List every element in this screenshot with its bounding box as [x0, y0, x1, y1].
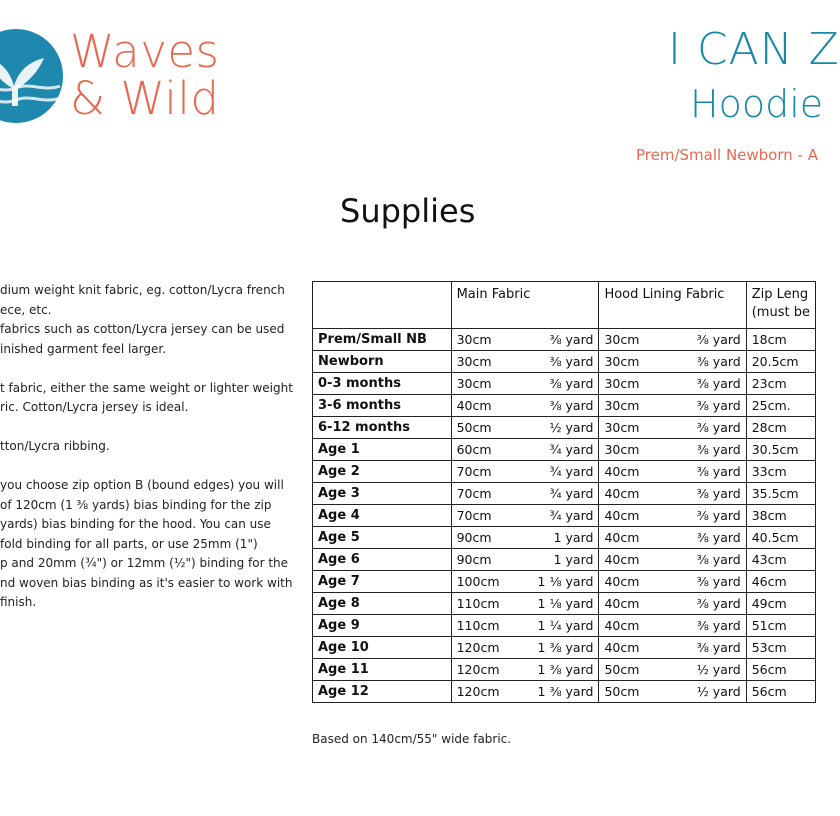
cell-main-cm: 70cm [451, 505, 519, 527]
cell-hood-cm: 50cm [599, 681, 669, 703]
cell-main-cm: 30cm [451, 351, 519, 373]
supplies-text-line: p and 20mm (¾") or 12mm (½") binding for the [0, 556, 289, 570]
cell-size: Age 6 [313, 549, 452, 571]
supplies-text-line: of 120cm (1 ⅜ yards) bias binding for the zip [0, 497, 272, 512]
cell-main-yd: 1 ¼ yard [519, 615, 599, 637]
header-hood-lining: Hood Lining Fabric [599, 282, 746, 329]
cell-hood-yd: ⅜ yard [669, 395, 747, 417]
cell-zip-length: 20.5cm [746, 351, 815, 373]
table-row [313, 351, 816, 373]
cell-hood-cm: 40cm [599, 637, 669, 659]
cell-size: Age 3 [313, 483, 452, 505]
table-row [313, 681, 816, 703]
supplies-text-line: yards) bias binding for the hood. You can use [0, 517, 271, 531]
brand-line-1: Waves [70, 25, 220, 78]
supplies-text-line: you choose zip option B (bound edges) you will [0, 478, 284, 492]
table-row [313, 483, 816, 505]
cell-main-cm: 90cm [451, 527, 519, 549]
cell-size: Age 7 [313, 571, 452, 593]
cell-hood-yd: ⅜ yard [669, 615, 747, 637]
size-range: Prem/Small Newborn - A [636, 146, 818, 164]
cell-main-yd: 1 ⅜ yard [519, 681, 599, 703]
table-row [313, 527, 816, 549]
cell-main-cm: 40cm [451, 395, 519, 417]
cell-zip-length: 23cm [746, 373, 815, 395]
cell-main-yd: 1 ⅜ yard [519, 637, 599, 659]
cell-main-cm: 70cm [451, 483, 519, 505]
cell-hood-yd: ½ yard [669, 681, 747, 703]
pattern-subtitle: Hoodie [690, 82, 824, 126]
cell-zip-length: 56cm [746, 659, 815, 681]
supplies-text-line: inished garment feel larger. [0, 341, 167, 356]
table-row [313, 659, 816, 681]
cell-size: Age 9 [313, 615, 452, 637]
fabric-width-note: Based on 140cm/55" wide fabric. [312, 732, 512, 746]
pattern-title: I CAN Z [668, 24, 840, 75]
cell-zip-length: 35.5cm [746, 483, 815, 505]
cell-hood-yd: ⅜ yard [669, 571, 747, 593]
cell-hood-yd: ⅜ yard [669, 461, 747, 483]
cell-size: 0-3 months [313, 373, 452, 395]
header-main-fabric: Main Fabric [451, 282, 599, 329]
header-zip-length [746, 282, 815, 329]
table-row [313, 637, 816, 659]
supplies-text-line: fabrics such as cotton/Lycra jersey can be used [0, 322, 285, 336]
cell-hood-yd: ⅜ yard [669, 549, 747, 571]
cell-hood-yd: ½ yard [669, 659, 747, 681]
cell-main-cm: 100cm [451, 571, 519, 593]
table-header-row [313, 282, 816, 329]
cell-zip-length: 49cm [746, 593, 815, 615]
cell-main-cm: 110cm [451, 593, 519, 615]
cell-main-yd: ¾ yard [519, 483, 599, 505]
cell-hood-cm: 30cm [599, 373, 669, 395]
table-row [313, 417, 816, 439]
cell-hood-cm: 30cm [599, 351, 669, 373]
cell-hood-yd: ⅜ yard [669, 373, 747, 395]
cell-main-yd: ⅜ yard [519, 329, 599, 351]
cell-size: Age 5 [313, 527, 452, 549]
cell-hood-yd: ⅜ yard [669, 593, 747, 615]
cell-main-cm: 60cm [451, 439, 519, 461]
cell-hood-yd: ⅜ yard [669, 637, 747, 659]
supplies-text-line: dium weight knit fabric, eg. cotton/Lycra french [0, 283, 285, 297]
supplies-text-line [0, 418, 300, 438]
cell-hood-yd: ⅜ yard [669, 439, 747, 461]
cell-size: Age 4 [313, 505, 452, 527]
cell-main-yd: 1 yard [519, 527, 599, 549]
cell-hood-cm: 40cm [599, 593, 669, 615]
brand-line-2: & Wild [70, 72, 220, 125]
supplies-text-line: finish. [0, 595, 37, 609]
cell-hood-cm: 40cm [599, 549, 669, 571]
cell-main-yd: 1 ⅜ yard [519, 659, 599, 681]
cell-main-yd: 1 ⅛ yard [519, 571, 599, 593]
table-row [313, 373, 816, 395]
cell-hood-cm: 50cm [599, 659, 669, 681]
cell-main-yd: ½ yard [519, 417, 599, 439]
cell-main-yd: ¾ yard [519, 505, 599, 527]
table-row [313, 329, 816, 351]
cell-hood-yd: ⅜ yard [669, 505, 747, 527]
cell-main-cm: 30cm [451, 329, 519, 351]
cell-main-yd: ¾ yard [519, 461, 599, 483]
cell-zip-length: 38cm [746, 505, 815, 527]
cell-main-cm: 120cm [451, 637, 519, 659]
cell-main-yd: ¾ yard [519, 439, 599, 461]
cell-hood-cm: 40cm [599, 461, 669, 483]
supplies-text-line: nd woven bias binding as it's easier to work with [0, 575, 293, 590]
cell-main-cm: 90cm [451, 549, 519, 571]
cell-main-cm: 120cm [451, 681, 519, 703]
page-title: Supplies [340, 192, 476, 230]
cell-main-yd: 1 yard [519, 549, 599, 571]
cell-hood-cm: 30cm [599, 417, 669, 439]
table-row [313, 571, 816, 593]
cell-size: Prem/Small NB [313, 329, 452, 351]
cell-zip-length: 43cm [746, 549, 815, 571]
table-row [313, 593, 816, 615]
supplies-text-line: fold binding for all parts, or use 25mm (1") [0, 536, 258, 551]
cell-main-yd: ⅜ yard [519, 395, 599, 417]
cell-hood-cm: 40cm [599, 527, 669, 549]
cell-hood-cm: 30cm [599, 395, 669, 417]
supplies-text-line: ric. Cotton/Lycra jersey is ideal. [0, 400, 189, 414]
supplies-text-line: ece, etc. [0, 302, 52, 317]
cell-size: Age 11 [313, 659, 452, 681]
cell-hood-yd: ⅜ yard [669, 351, 747, 373]
cell-main-cm: 120cm [451, 659, 519, 681]
cell-zip-length: 51cm [746, 615, 815, 637]
cell-zip-length: 46cm [746, 571, 815, 593]
cell-size: Newborn [313, 351, 452, 373]
cell-main-cm: 50cm [451, 417, 519, 439]
cell-hood-cm: 40cm [599, 615, 669, 637]
cell-size: 3-6 months [313, 395, 452, 417]
supplies-text-line: t fabric, either the same weight or lighter weight [0, 380, 293, 395]
cell-main-yd: ⅜ yard [519, 351, 599, 373]
table-row [313, 505, 816, 527]
supplies-description [0, 281, 300, 613]
cell-size: Age 2 [313, 461, 452, 483]
cell-size: Age 8 [313, 593, 452, 615]
table-row [313, 439, 816, 461]
cell-size: Age 10 [313, 637, 452, 659]
cell-zip-length: 56cm [746, 681, 815, 703]
cell-hood-cm: 30cm [599, 439, 669, 461]
cell-main-cm: 70cm [451, 461, 519, 483]
cell-hood-cm: 40cm [599, 505, 669, 527]
cell-size: Age 12 [313, 681, 452, 703]
header-zip-line-2: (must be [751, 305, 810, 320]
cell-size: 6-12 months [313, 417, 452, 439]
cell-zip-length: 28cm [746, 417, 815, 439]
header-zip-line-1: Zip Leng [751, 287, 809, 302]
cell-zip-length: 53cm [746, 637, 815, 659]
cell-hood-cm: 40cm [599, 483, 669, 505]
cell-hood-yd: ⅜ yard [669, 329, 747, 351]
brand-name [70, 25, 220, 125]
cell-hood-cm: 30cm [599, 329, 669, 351]
cell-hood-yd: ⅜ yard [669, 483, 747, 505]
table-row [313, 549, 816, 571]
cell-zip-length: 18cm [746, 329, 815, 351]
cell-hood-cm: 40cm [599, 571, 669, 593]
table-row [313, 395, 816, 417]
cell-main-cm: 110cm [451, 615, 519, 637]
cell-main-cm: 30cm [451, 373, 519, 395]
cell-main-yd: 1 ⅛ yard [519, 593, 599, 615]
supplies-text-line: tton/Lycra ribbing. [0, 439, 110, 453]
cell-zip-length: 33cm [746, 461, 815, 483]
cell-hood-yd: ⅜ yard [669, 417, 747, 439]
cell-zip-length: 40.5cm [746, 527, 815, 549]
cell-zip-length: 30.5cm [746, 439, 815, 461]
header-size [313, 282, 452, 329]
supplies-text-line [0, 359, 300, 379]
fabric-requirements-table [312, 281, 816, 703]
table-row [313, 615, 816, 637]
cell-size: Age 1 [313, 439, 452, 461]
cell-hood-yd: ⅜ yard [669, 527, 747, 549]
whale-tail-icon [0, 28, 64, 124]
table-row [313, 461, 816, 483]
cell-zip-length: 25cm. [746, 395, 815, 417]
cell-main-yd: ⅜ yard [519, 373, 599, 395]
supplies-text-line [0, 457, 300, 477]
